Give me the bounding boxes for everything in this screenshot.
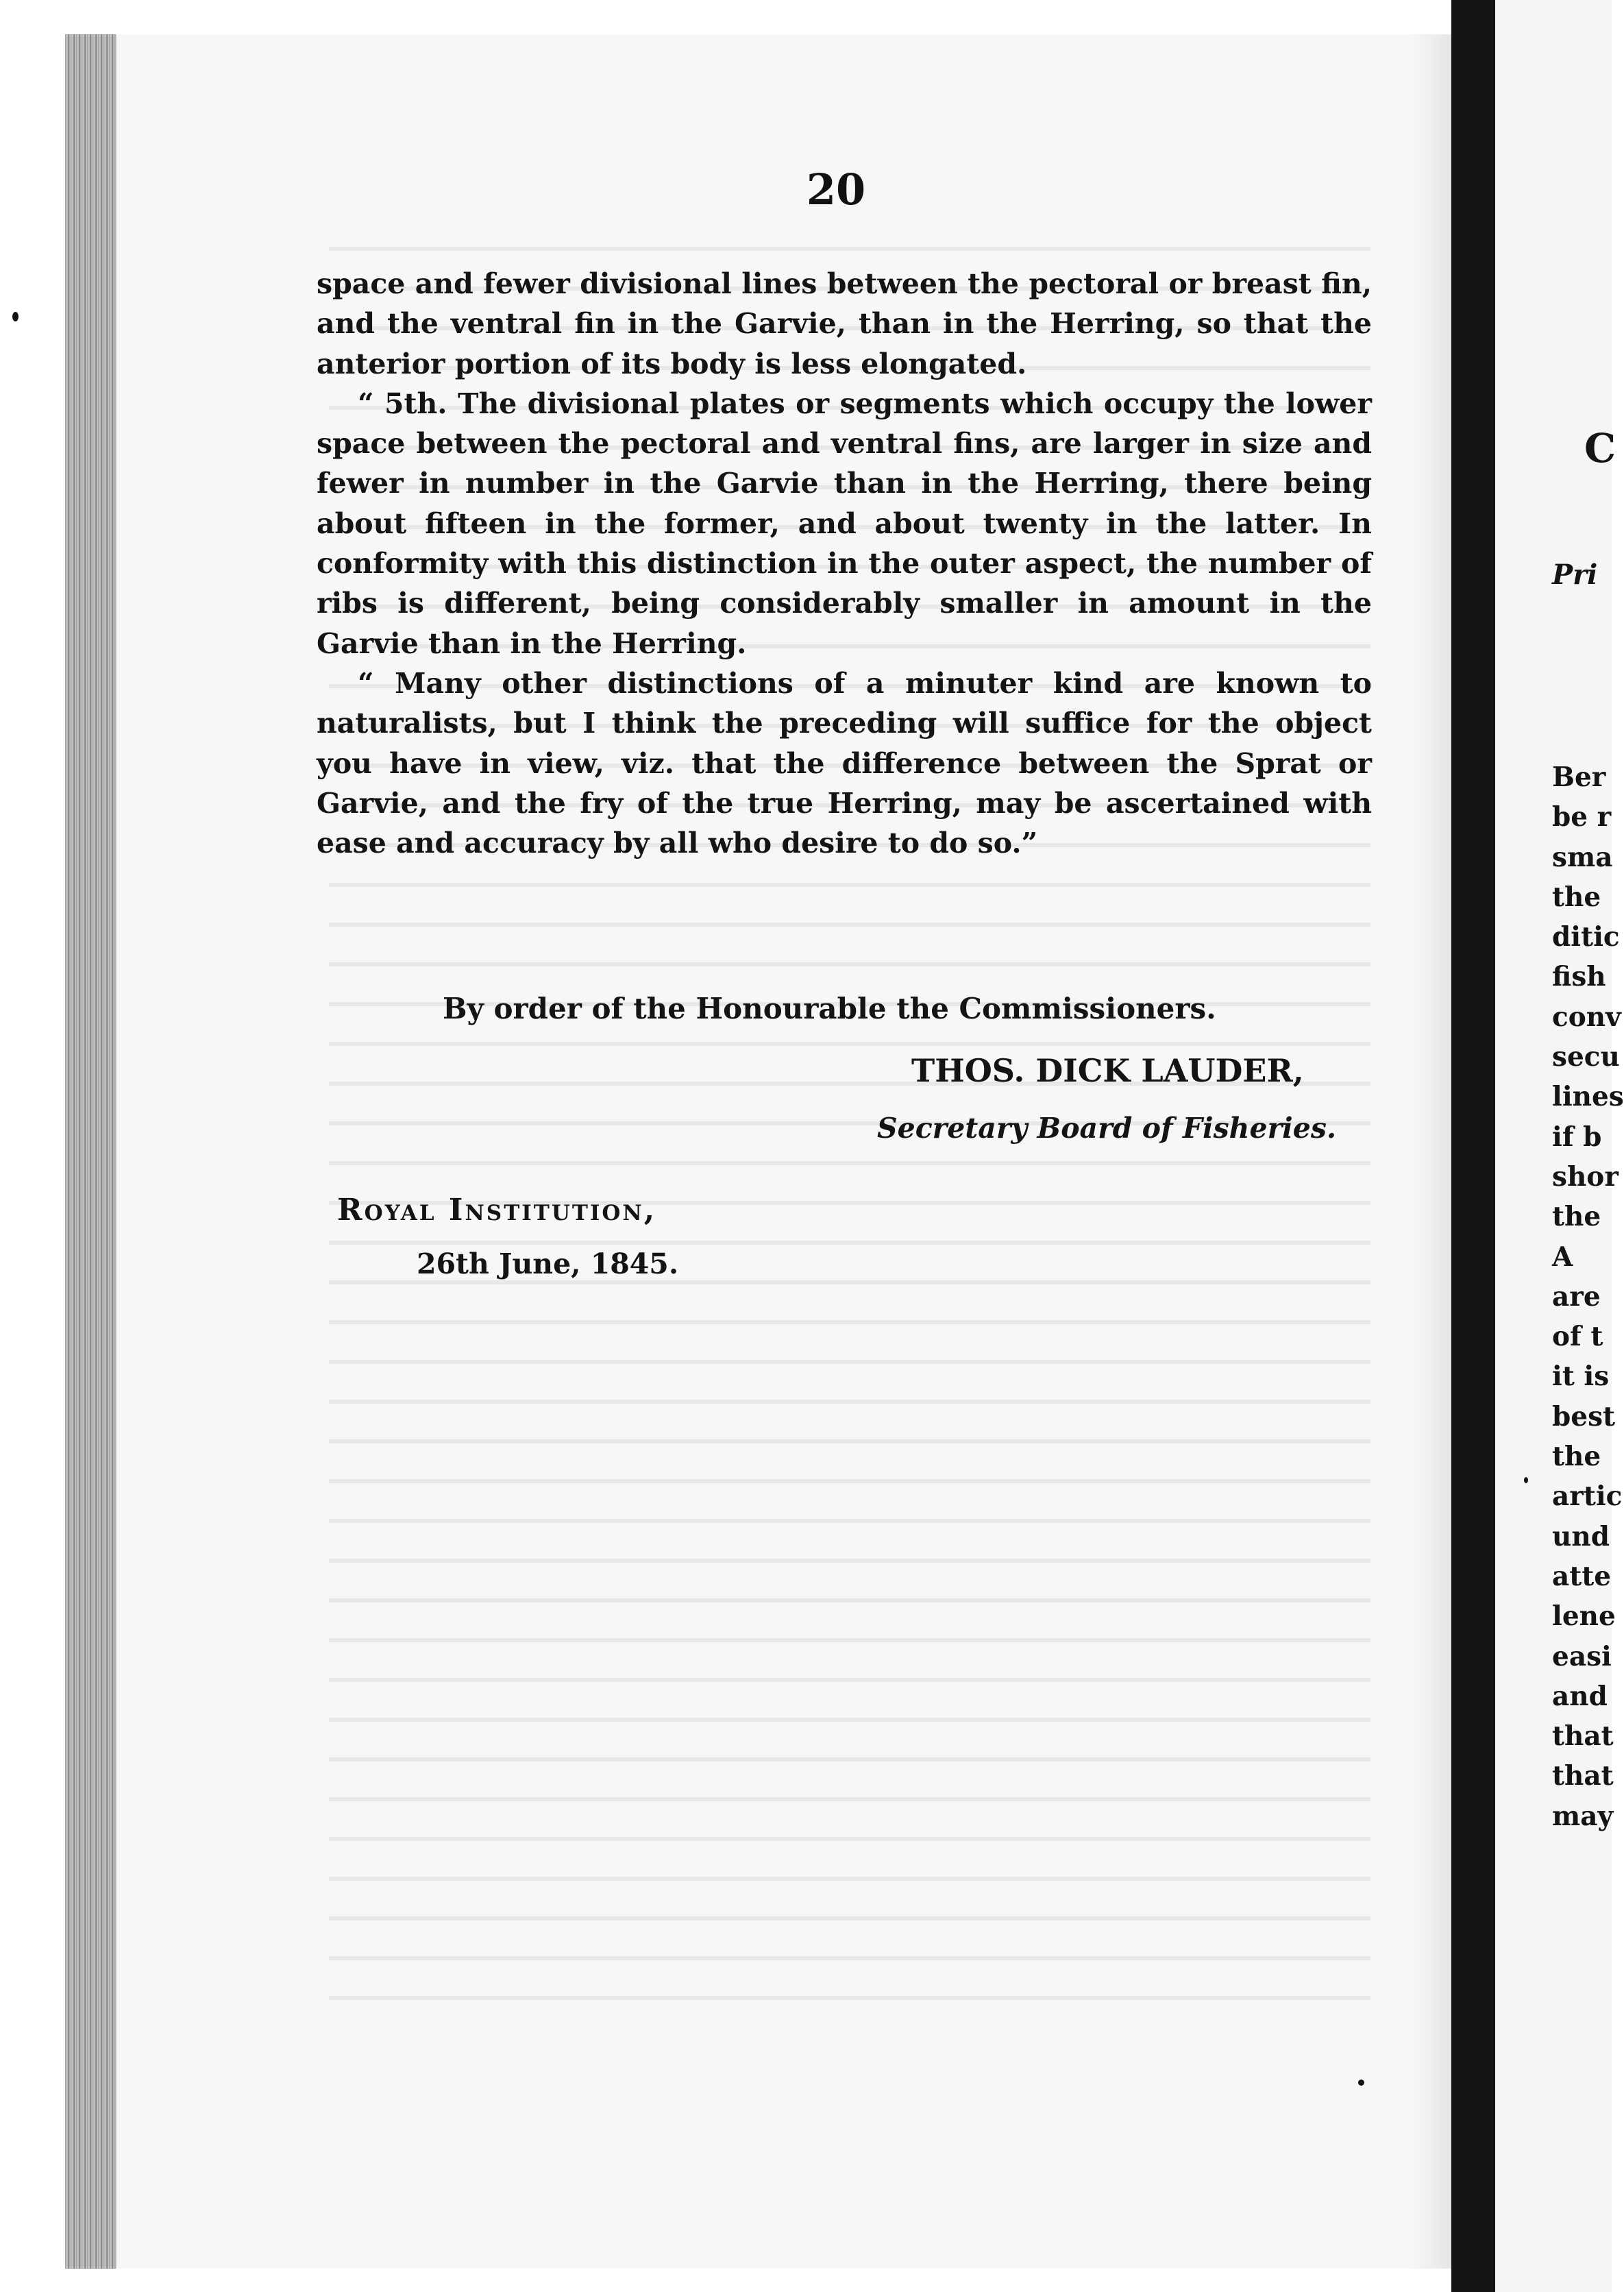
facing-page-line: lene — [1552, 1600, 1616, 1633]
document-date: 26th June, 1845. — [417, 1247, 679, 1280]
facing-page-line: if b — [1552, 1121, 1602, 1153]
book-spine — [1451, 0, 1495, 2292]
facing-page-line: shor — [1552, 1160, 1619, 1193]
paragraph: “ Many other distinctions of a minuter kind are known to naturalists, but I think the preceding will suffice for the object you have in view, viz. that the difference between the Sprat or Garvie, and the fry of the true Herring, may be ascertained with ease and accuracy by all who desire to do so.” — [317, 666, 1372, 860]
facing-page-line: it is — [1552, 1361, 1610, 1393]
facing-page-line: are — [1552, 1280, 1601, 1313]
facing-page-line: that — [1552, 1720, 1614, 1753]
facing-page-line: may — [1552, 1800, 1614, 1832]
speck-mark — [1524, 1477, 1528, 1483]
speck-mark — [1358, 2080, 1364, 2086]
facing-page-line: secu — [1552, 1041, 1620, 1073]
facing-page-line: be r — [1552, 801, 1612, 833]
facing-page-line: best — [1552, 1400, 1616, 1432]
order-line: By order of the Honourable the Commissioners. — [443, 992, 1216, 1025]
facing-page-line: fish — [1552, 961, 1606, 993]
facing-page-line: the — [1552, 881, 1601, 913]
facing-page-line: conv — [1552, 1001, 1621, 1033]
facing-page-line: easi — [1552, 1640, 1612, 1672]
facing-page-line: the — [1552, 1441, 1601, 1473]
facing-page-line: and — [1552, 1680, 1608, 1712]
body-text — [317, 264, 1372, 863]
speck-mark — [12, 312, 19, 321]
paragraph: “ 5th. The divisional plates or segments which occupy the lower space between the pectoral and ventral fins, are larger in size and fewer in number in the Garvie than in the Herring, there being about fifteen in the former, and about twenty in the latter. In conformity with this distinction in the outer aspect, the number of ribs is different, being considerably smaller in amount in the Garvie than in the Herring. — [317, 387, 1372, 660]
page-edges — [65, 34, 116, 2269]
facing-page-line: und — [1552, 1520, 1610, 1552]
signer-title: Secretary Board of Fisheries. — [877, 1112, 1337, 1145]
page-number: 20 — [806, 164, 866, 215]
facing-page-subheading: Pri — [1552, 559, 1598, 591]
facing-page-text — [1552, 757, 1624, 1836]
facing-page-line: A — [1552, 1241, 1573, 1273]
facing-page-line: lines — [1552, 1081, 1624, 1113]
signer-name: THOS. DICK LAUDER, — [911, 1052, 1304, 1089]
facing-page-line: the — [1552, 1201, 1601, 1233]
institution-name: Royal Institution, — [337, 1193, 657, 1228]
facing-page-line: sma — [1552, 841, 1613, 873]
facing-page-heading: C — [1584, 425, 1616, 472]
paragraph: space and fewer divisional lines between the pectoral or breast fin, and the ventral fin in the Garvie, than in the Herring, so that the anterior portion of its body is less elongated. — [317, 267, 1372, 380]
facing-page-line: that — [1552, 1760, 1614, 1792]
facing-page-line: atte — [1552, 1560, 1612, 1592]
facing-page-line: Ber — [1552, 761, 1606, 793]
facing-page-line: artic — [1552, 1480, 1623, 1513]
facing-page-line: of t — [1552, 1321, 1603, 1353]
facing-page-line: ditic — [1552, 921, 1620, 953]
